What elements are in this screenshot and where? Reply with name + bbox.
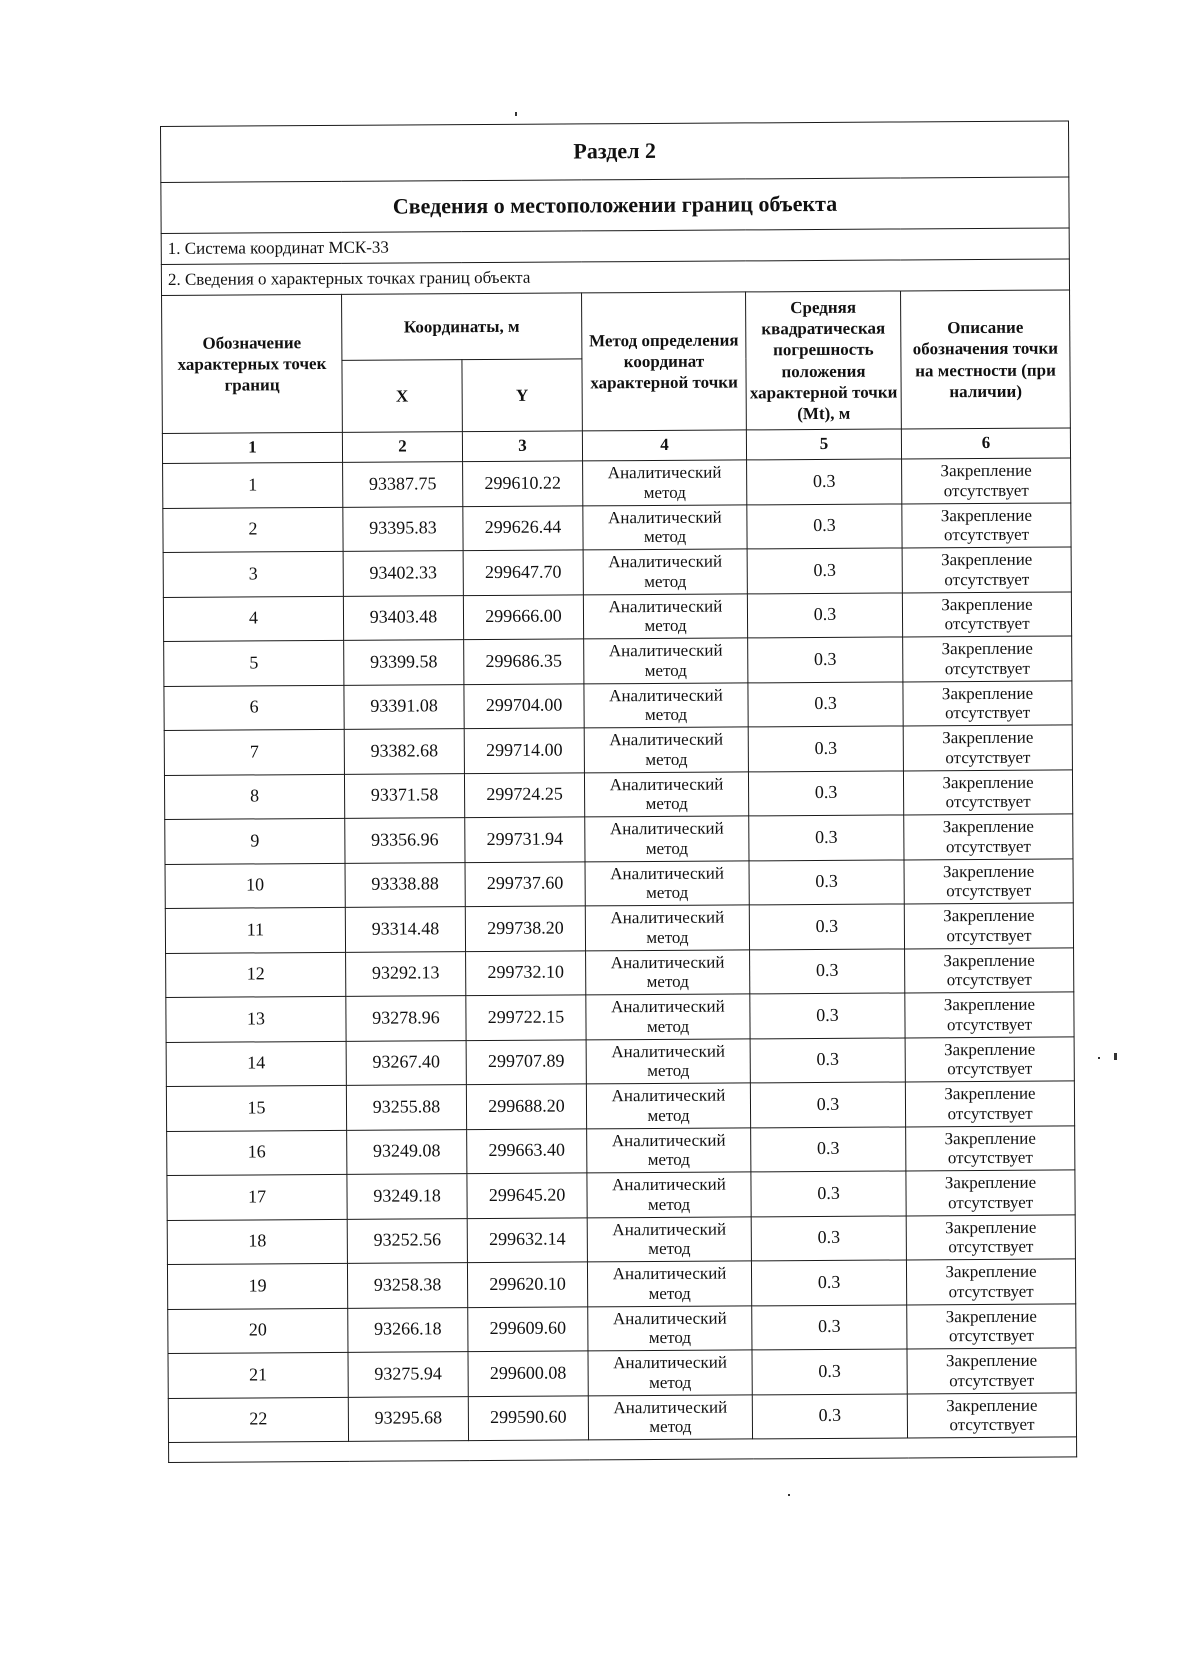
x-coordinate-cell: 93255.88 [346,1085,466,1130]
column-header-description: Описание обозначения точки на местности (при наличии) [901,290,1071,429]
description-cell: Закрепление отсутствует [905,1081,1074,1127]
x-coordinate-cell: 93391.08 [344,684,464,729]
table-row [166,992,1074,1042]
y-coordinate-cell: 299620.10 [467,1262,587,1307]
error-cell: 0.3 [748,726,903,771]
column-header-coordinates: Координаты, м [342,293,582,360]
point-id-cell: 1 [163,462,343,508]
column-number: 2 [342,432,462,463]
point-id-cell: 7 [164,729,344,775]
point-id-cell: 11 [165,907,345,953]
method-cell: Аналитический метод [587,1216,751,1262]
description-cell: Закрепление отсутствует [903,725,1072,771]
point-id-cell: 14 [166,1041,346,1087]
error-cell: 0.3 [750,948,905,993]
method-cell: Аналитический метод [586,1038,750,1084]
error-cell: 0.3 [747,503,902,548]
method-cell: Аналитический метод [583,504,747,550]
error-cell: 0.3 [750,993,905,1038]
column-number: 5 [746,429,901,460]
error-cell: 0.3 [749,859,904,904]
table-row [164,680,1072,730]
x-coordinate-cell: 93275.94 [348,1352,468,1397]
description-cell: Закрепление отсутствует [907,1348,1076,1394]
description-cell: Закрепление отсутствует [905,1036,1074,1082]
description-cell: Закрепление отсутствует [905,992,1074,1038]
point-id-cell: 16 [167,1130,347,1176]
table-row [165,903,1073,953]
scan-speck [515,112,517,116]
point-id-cell: 22 [168,1397,348,1443]
x-coordinate-cell: 93249.08 [347,1129,467,1174]
column-header-x: X [342,360,462,433]
table-row [163,547,1071,597]
error-cell: 0.3 [751,1215,906,1260]
x-coordinate-cell: 93266.18 [348,1307,468,1352]
section-subtitle: Сведения о местоположении границ объекта [161,177,1069,234]
y-coordinate-cell: 299600.08 [468,1351,588,1396]
x-coordinate-cell: 93295.68 [348,1396,468,1441]
error-cell: 0.3 [751,1260,906,1305]
method-cell: Аналитический метод [583,593,747,639]
y-coordinate-cell: 299609.60 [468,1306,588,1351]
x-coordinate-cell: 93395.83 [343,506,463,551]
point-id-cell: 20 [168,1308,348,1354]
table-row [164,725,1072,775]
method-cell: Аналитический метод [586,1083,750,1129]
x-coordinate-cell: 93292.13 [346,951,466,996]
x-coordinate-cell: 93399.58 [344,640,464,685]
point-id-cell: 15 [166,1085,346,1131]
y-coordinate-cell: 299724.25 [464,772,584,817]
method-cell: Аналитический метод [583,460,747,506]
method-cell: Аналитический метод [585,860,749,906]
x-coordinate-cell: 93338.88 [345,862,465,907]
y-coordinate-cell: 299731.94 [465,817,585,862]
scan-speck [1098,1057,1100,1059]
y-coordinate-cell: 299663.40 [467,1128,587,1173]
column-number: 6 [901,428,1070,459]
column-header-designation: Обозначение характерных точек границ [162,294,343,433]
column-header-error: Средняя квадратическая погрешность положения характерной точки (Mt), м [746,291,902,430]
x-coordinate-cell: 93278.96 [346,996,466,1041]
error-cell: 0.3 [751,1171,906,1216]
error-cell: 0.3 [749,904,904,949]
y-coordinate-cell: 299738.20 [465,906,585,951]
description-cell: Закрепление отсутствует [904,814,1073,860]
table-row [163,502,1071,552]
description-cell: Закрепление отсутствует [902,502,1071,548]
y-coordinate-cell: 299737.60 [465,861,585,906]
point-id-cell: 13 [166,996,346,1042]
y-coordinate-cell: 299686.35 [464,639,584,684]
column-number: 3 [462,431,582,462]
description-cell: Закрепление отсутствует [903,680,1072,726]
x-coordinate-cell: 93402.33 [343,551,463,596]
y-coordinate-cell: 299732.10 [466,950,586,995]
x-coordinate-cell: 93252.56 [347,1218,467,1263]
table-row [165,814,1073,864]
y-coordinate-cell: 299645.20 [467,1173,587,1218]
table-row [168,1392,1076,1442]
error-cell: 0.3 [747,592,902,637]
point-id-cell: 3 [163,551,343,597]
method-cell: Аналитический метод [585,816,749,862]
error-cell: 0.3 [748,681,903,726]
error-cell: 0.3 [752,1304,907,1349]
column-number: 4 [582,430,746,461]
x-coordinate-cell: 93387.75 [343,462,463,507]
method-cell: Аналитический метод [584,682,748,728]
point-id-cell: 5 [164,640,344,686]
x-coordinate-cell: 93249.18 [347,1174,467,1219]
x-coordinate-cell: 93371.58 [344,773,464,818]
point-id-cell: 9 [165,818,345,864]
error-cell: 0.3 [749,815,904,860]
error-cell: 0.3 [747,548,902,593]
y-coordinate-cell: 299688.20 [466,1084,586,1129]
point-id-cell: 6 [164,685,344,731]
description-cell: Закрепление отсутствует [906,1259,1075,1305]
description-cell: Закрепление отсутствует [904,903,1073,949]
y-coordinate-cell: 299707.89 [466,1039,586,1084]
document-sheet [160,120,1076,1463]
description-cell: Закрепление отсутствует [904,858,1073,904]
table-row [164,769,1072,819]
column-header-y: Y [462,359,582,432]
column-header-method: Метод определения координат характерной точки [582,292,747,431]
error-cell: 0.3 [747,459,902,504]
method-cell: Аналитический метод [588,1350,752,1396]
description-cell: Закрепление отсутствует [903,636,1072,682]
table-row [164,636,1072,686]
y-coordinate-cell: 299590.60 [468,1395,588,1440]
table-row [167,1170,1075,1220]
error-cell: 0.3 [748,770,903,815]
table-row [167,1214,1075,1264]
points-heading: 2. Сведения о характерных точках границ объекта [161,259,1069,296]
error-cell: 0.3 [750,1082,905,1127]
error-cell: 0.3 [752,1349,907,1394]
y-coordinate-cell: 299610.22 [463,461,583,506]
method-cell: Аналитический метод [584,638,748,684]
table-row [167,1259,1075,1309]
description-cell: Закрепление отсутствует [902,547,1071,593]
x-coordinate-cell: 93258.38 [347,1263,467,1308]
point-id-cell: 21 [168,1352,348,1398]
section-title: Раздел 2 [161,121,1069,183]
description-cell: Закрепление отсутствует [903,769,1072,815]
y-coordinate-cell: 299714.00 [464,728,584,773]
point-id-cell: 19 [167,1263,347,1309]
y-coordinate-cell: 299626.44 [463,505,583,550]
description-cell: Закрепление отсутствует [906,1214,1075,1260]
point-id-cell: 12 [166,952,346,998]
table-row [163,458,1071,508]
table-row [166,1081,1074,1131]
x-coordinate-cell: 93382.68 [344,729,464,774]
y-coordinate-cell: 299666.00 [463,594,583,639]
scan-speck [1114,1053,1117,1060]
description-cell: Закрепление отсутствует [902,458,1071,504]
blank-row [169,1437,1077,1463]
table-row [168,1348,1076,1398]
error-cell: 0.3 [752,1393,907,1438]
description-cell: Закрепление отсутствует [907,1303,1076,1349]
description-cell: Закрепление отсутствует [902,591,1071,637]
blank-row-cell [169,1437,1077,1463]
error-cell: 0.3 [750,1037,905,1082]
method-cell: Аналитический метод [587,1127,751,1173]
point-id-cell: 4 [163,596,343,642]
table-row [163,591,1071,641]
table-row [165,858,1073,908]
x-coordinate-cell: 93267.40 [346,1040,466,1085]
method-cell: Аналитический метод [584,727,748,773]
table-row [166,1036,1074,1086]
point-id-cell: 17 [167,1174,347,1220]
y-coordinate-cell: 299722.15 [466,995,586,1040]
method-cell: Аналитический метод [588,1394,752,1440]
error-cell: 0.3 [751,1126,906,1171]
table-row [167,1125,1075,1175]
description-cell: Закрепление отсутствует [906,1170,1075,1216]
description-cell: Закрепление отсутствует [905,947,1074,993]
method-cell: Аналитический метод [583,549,747,595]
scan-speck [788,1494,790,1496]
error-cell: 0.3 [748,637,903,682]
point-id-cell: 8 [164,774,344,820]
coordinate-system: 1. Система координат МСК-33 [161,228,1069,265]
x-coordinate-cell: 93314.48 [345,907,465,952]
y-coordinate-cell: 299632.14 [467,1217,587,1262]
table-row [166,947,1074,997]
point-id-cell: 18 [167,1219,347,1265]
y-coordinate-cell: 299704.00 [464,683,584,728]
x-coordinate-cell: 93356.96 [345,818,465,863]
method-cell: Аналитический метод [584,771,748,817]
method-cell: Аналитический метод [585,905,749,951]
method-cell: Аналитический метод [586,949,750,995]
table-row [168,1303,1076,1353]
description-cell: Закрепление отсутствует [906,1125,1075,1171]
method-cell: Аналитический метод [587,1172,751,1218]
method-cell: Аналитический метод [586,994,750,1040]
y-coordinate-cell: 299647.70 [463,550,583,595]
description-cell: Закрепление отсутствует [907,1392,1076,1438]
column-number: 1 [162,432,342,463]
method-cell: Аналитический метод [587,1261,751,1307]
x-coordinate-cell: 93403.48 [343,595,463,640]
point-id-cell: 2 [163,507,343,553]
point-id-cell: 10 [165,863,345,909]
method-cell: Аналитический метод [588,1305,752,1351]
boundary-points-table [160,120,1077,1463]
